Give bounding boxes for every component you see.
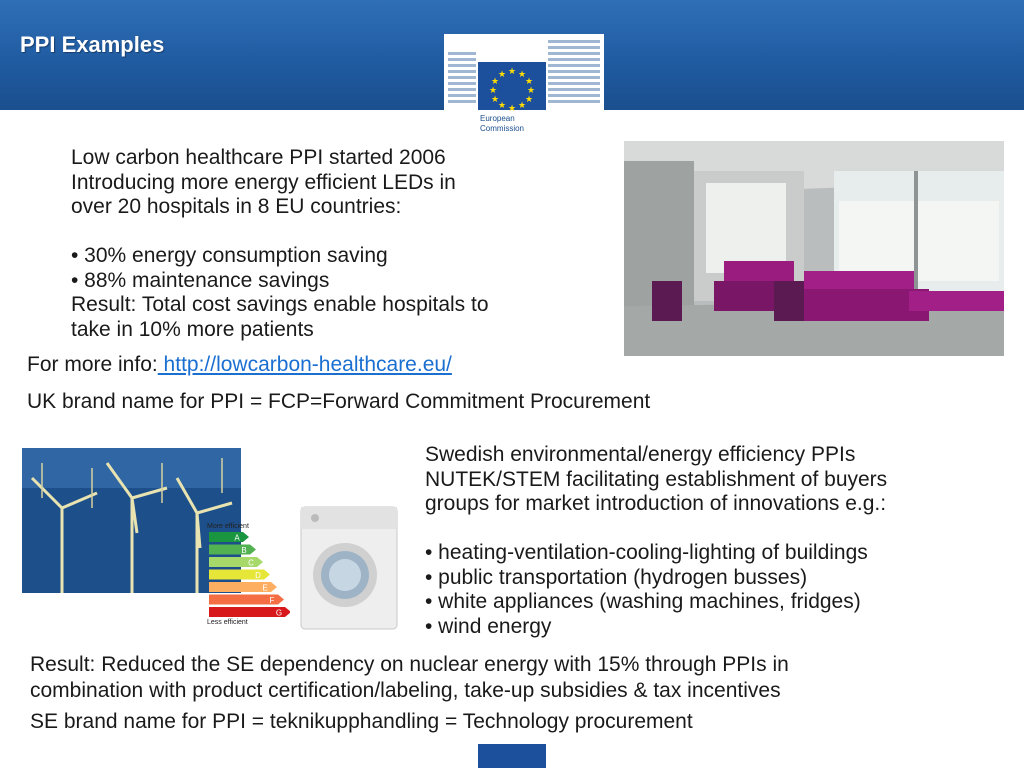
swedish-text: Swedish environmental/energy efficiency PPIs NUTEK/STEM facilitating establishment of buyers groups for market introduction of innovations e.g.: • heating-ventilation-cooling-lighting of buildings • public transportation (hydrogen busses) • white appliances (washing machines, fridges) • wind energy: [425, 443, 888, 638]
grade-letter-a: A: [234, 533, 240, 543]
more-info-label: For more info:: [27, 353, 158, 376]
hospital-room-photo: [624, 141, 1004, 356]
grade-letter-c: C: [248, 558, 254, 568]
svg-text:★: ★: [507, 104, 517, 114]
footer-flag: [478, 744, 546, 768]
slide-title: PPI Examples: [20, 32, 165, 57]
grade-letter-f: F: [269, 596, 275, 605]
svg-text:★: ★: [517, 101, 527, 111]
uk-brand-line: UK brand name for PPI = FCP=Forward Commitment Procurement: [27, 390, 651, 413]
lowcarbon-text: Low carbon healthcare PPI started 2006 Introducing more energy efficient LEDs in over 20 hospitals in 8 EU countries: • 30% energy consumption saving • 88% maintenance savings Result: Total cost savings enable hospitals to take in 10% more patients: [71, 146, 489, 341]
energy-efficiency-label: [205, 518, 290, 628]
washing-machine-photo: [293, 503, 405, 633]
label-more-efficient: More efficient: [207, 523, 249, 530]
grade-letter-b: B: [241, 546, 247, 555]
grade-letter-e: E: [262, 583, 268, 593]
svg-text:★: ★: [524, 95, 534, 105]
more-info-line: [27, 353, 452, 378]
grade-bar-a: [209, 532, 249, 542]
svg-text:★: ★: [507, 67, 517, 77]
svg-text:★: ★: [497, 101, 507, 111]
label-less-efficient: Less efficient: [207, 619, 248, 626]
logo-caption: European Commission: [480, 114, 525, 133]
svg-text:★: ★: [517, 70, 527, 80]
grade-bar-b: [209, 545, 256, 555]
grade-letter-g: G: [275, 608, 283, 618]
svg-text:★: ★: [490, 95, 500, 105]
result-text: Result: Reduced the SE dependency on nuclear energy with 15% through PPIs in combination with product certification/labeling, take-up subsidies & tax incentives: [30, 653, 789, 702]
grade-bar-c: [209, 557, 263, 567]
svg-text:★: ★: [488, 86, 498, 96]
grade-letter-d: D: [255, 571, 261, 580]
svg-text:★: ★: [526, 86, 536, 96]
svg-text:★: ★: [497, 70, 507, 80]
svg-text:★: ★: [490, 77, 500, 87]
se-brand-line: SE brand name for PPI = teknikupphandling = Technology procurement: [30, 710, 693, 733]
svg-text:★: ★: [524, 77, 534, 87]
lowcarbon-link[interactable]: http://lowcarbon-healthcare.eu/: [157, 353, 452, 376]
